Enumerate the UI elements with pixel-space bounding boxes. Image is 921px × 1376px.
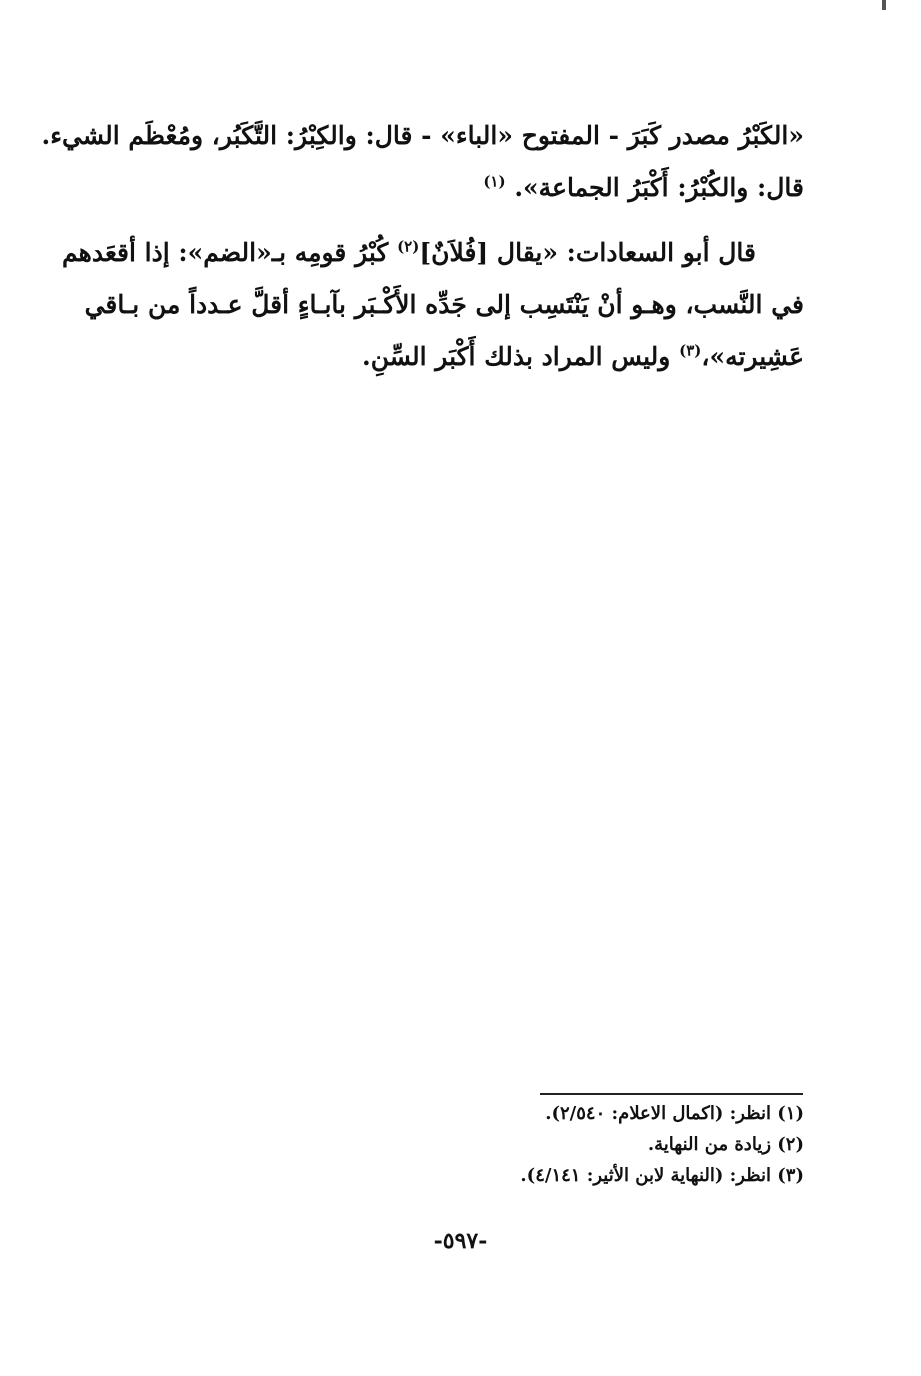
page-number: -٥٩٧- [433,1228,488,1254]
scan-mark [882,0,886,10]
paragraph-2-line-3 [128,331,804,383]
paragraph-1 [41,110,804,214]
paragraph-1-line-2 [128,162,804,214]
paragraph-2 [62,227,804,383]
paragraph-2-line-1 [62,227,804,279]
footnote-separator [540,1093,803,1095]
footnote-1: (١) انظر: (اكمال الاعلام: ٢/٥٤٠). [545,1103,804,1124]
paragraph-1-line-1: «الكَبْرُ مصدر كَبَرَ - المفتوح «الباء» - قال: والكِبْرُ: التَّكَبُر، ومُعْظَم الشيء. [41,121,804,150]
footnote-3: (٣) انظر: (النهاية لابن الأثير: ٤/١٤١). [520,1165,804,1186]
footnote-2: (٢) زيادة من النهاية. [647,1134,804,1155]
paragraph-1-line-2-text: قال: والكُبْرُ: أَكْبَرُ الجماعة». [514,173,804,202]
paragraph-2-line-3-start: عَشِيرته»، [701,342,804,371]
paragraph-2-line-1-end: كُبْرُ قومِه بـ«الضم»: إذا أقعَدهم [62,238,389,267]
footnotes [380,1098,804,1191]
footnote-ref-3: (٣) [679,341,702,360]
footnote-ref-1: (١) [483,172,506,191]
paragraph-2-line-2: في النَّسب، وهـو أنْ يَنْتَسِب إلى جَدِّه الأَكْـبَر بآبـاءٍ أقلَّ عـدداً من بـاقي [84,290,804,319]
footnote-ref-2: (٢) [397,237,420,256]
paragraph-2-line-3-end: وليس المراد بذلك أَكْبَر السِّنِ. [362,342,671,371]
paragraph-2-line-1-start: قال أبو السعادات: «يقال [فُلاَنٌ] [419,238,756,267]
